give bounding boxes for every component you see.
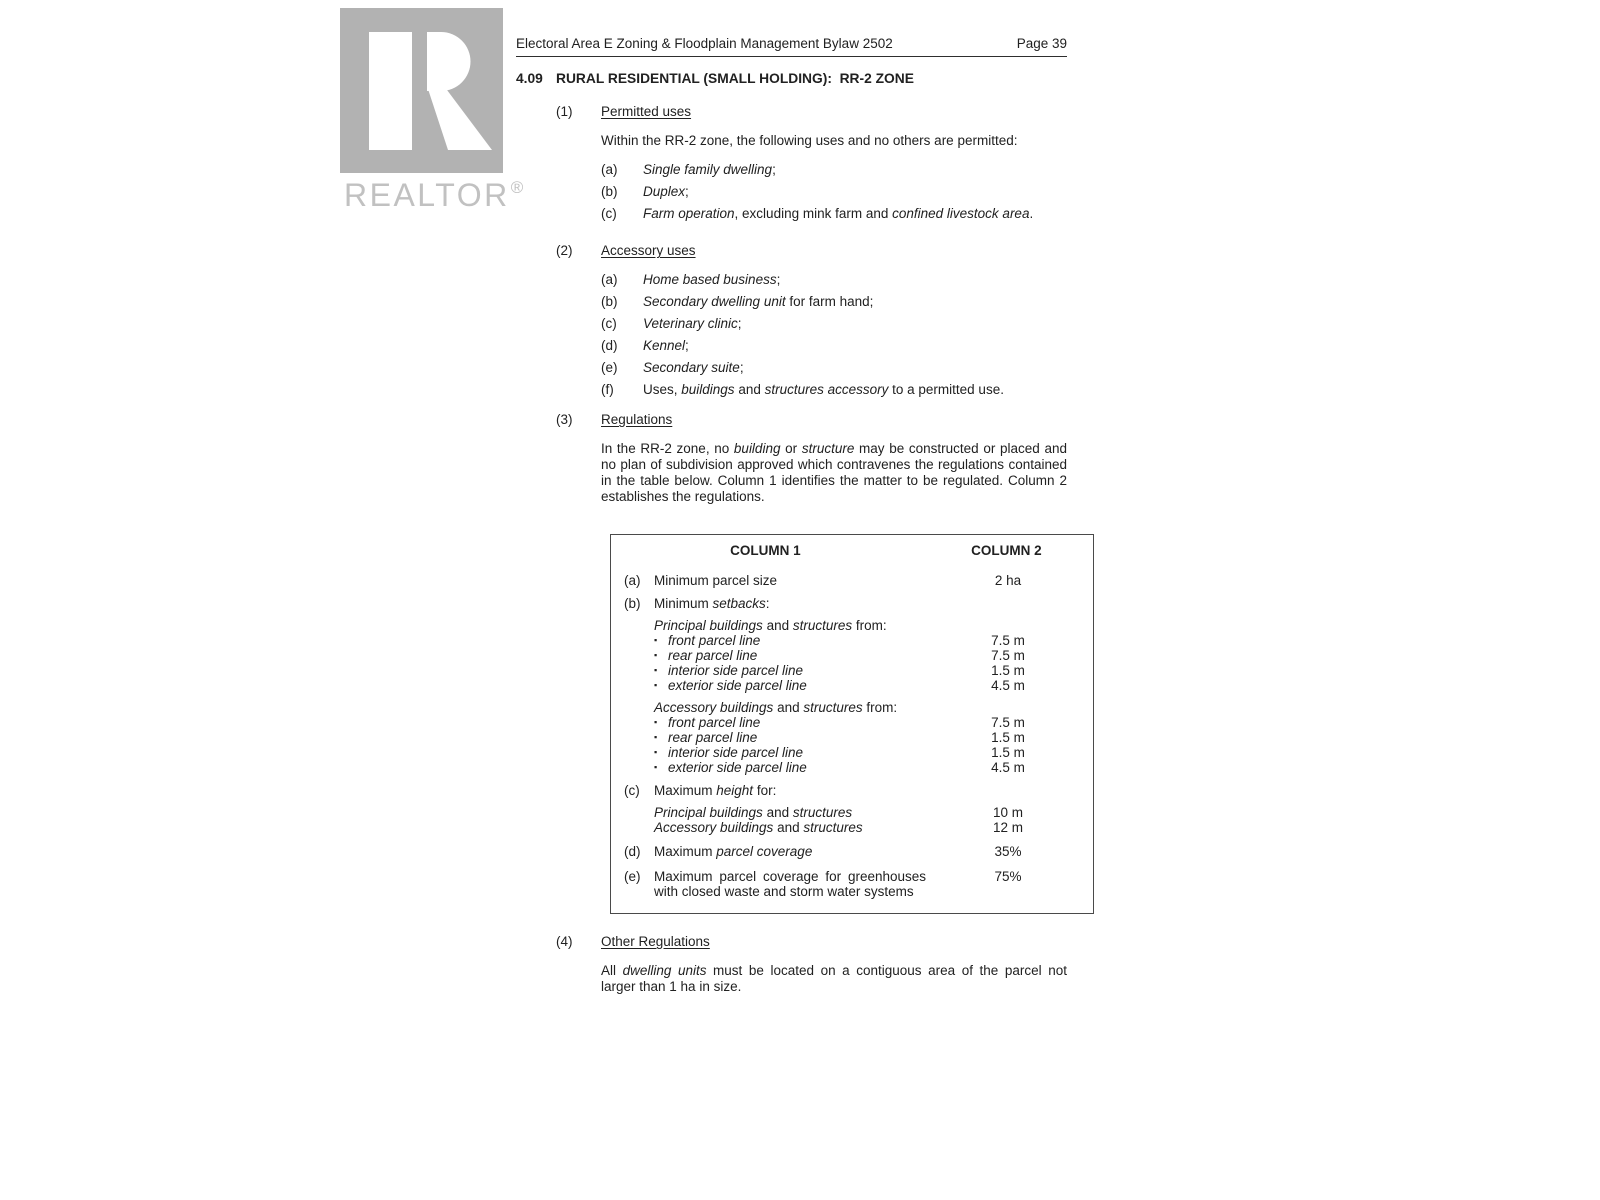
height-row xyxy=(654,805,1093,820)
list-item-text: Home based business; xyxy=(643,272,781,287)
setback-text: rear parcel line xyxy=(668,648,758,663)
permitted-uses-heading: Permitted uses xyxy=(601,104,692,119)
permitted-uses-body xyxy=(601,133,1067,222)
registered-trademark-icon: ® xyxy=(510,178,524,197)
list-item-text: Kennel; xyxy=(643,338,689,353)
list-item-text: Farm operation, excluding mink farm and confined livestock area. xyxy=(643,206,1034,221)
table-row-label: (e) xyxy=(624,869,641,884)
clause-number: (1) xyxy=(556,104,573,119)
other-regulations-paragraph: All dwelling units must be located on a contiguous area of the parcel not larger than 1 ha in size. xyxy=(601,963,1068,994)
table-row-text: Minimum setbacks: xyxy=(654,596,770,611)
clause-3-row xyxy=(516,412,1067,428)
setback-row xyxy=(654,633,1093,648)
section-title: RURAL RESIDENTIAL (SMALL HOLDING): RR-2 ZONE xyxy=(556,71,914,86)
bullet-icon: ▪ xyxy=(654,665,658,675)
realtor-wordmark: REALTOR xyxy=(344,177,510,213)
regulations-heading: Regulations xyxy=(601,412,673,427)
regulations-table xyxy=(610,534,1094,914)
setback-text: exterior side parcel line xyxy=(668,678,807,693)
table-row-c xyxy=(611,783,1093,798)
setback-row xyxy=(654,745,1093,760)
bullet-icon: ▪ xyxy=(654,747,658,757)
column2-header: COLUMN 2 xyxy=(971,543,1042,558)
list-item-text: Veterinary clinic; xyxy=(643,316,742,331)
bullet-icon: ▪ xyxy=(654,650,658,660)
setback-text: front parcel line xyxy=(668,715,761,730)
table-row-label: (d) xyxy=(624,844,641,859)
setback-text: rear parcel line xyxy=(668,730,758,745)
setback-value: 4.5 m xyxy=(991,678,1025,693)
table-row-label: (c) xyxy=(624,783,640,798)
list-item xyxy=(601,206,1067,222)
setback-value: 1.5 m xyxy=(991,730,1025,745)
setback-value: 7.5 m xyxy=(991,633,1025,648)
table-row-value: 2 ha xyxy=(994,573,1022,588)
setback-row xyxy=(654,730,1093,745)
list-item-label: (e) xyxy=(601,360,618,375)
setback-text: interior side parcel line xyxy=(668,745,804,760)
list-item xyxy=(601,382,1067,398)
table-row-label: (b) xyxy=(624,596,641,611)
realtor-wordmark-row xyxy=(344,177,540,214)
list-item-text: Uses, buildings and structures accessory to a permitted use. xyxy=(643,382,1004,397)
setback-text: front parcel line xyxy=(668,633,761,648)
list-item xyxy=(601,162,1067,178)
setback-row xyxy=(654,715,1093,730)
height-value: 12 m xyxy=(992,820,1023,835)
column1-header: COLUMN 1 xyxy=(730,543,801,558)
table-row-text: Maximum parcel coverage xyxy=(654,844,813,859)
accessory-setbacks-group xyxy=(654,700,1093,775)
clause-number: (2) xyxy=(556,243,573,258)
list-item-text: Duplex; xyxy=(643,184,689,199)
list-item-text: Secondary suite; xyxy=(643,360,744,375)
height-text: Principal buildings and structures xyxy=(654,805,853,820)
setback-text: exterior side parcel line xyxy=(668,760,807,775)
table-row-a xyxy=(611,573,1093,588)
principal-setbacks-intro: Principal buildings and structures from: xyxy=(654,618,887,633)
clause-number: (4) xyxy=(556,934,573,949)
list-item xyxy=(601,316,1067,332)
table-row-b xyxy=(611,596,1093,611)
list-item-text: Single family dwelling; xyxy=(643,162,776,177)
table-header-row xyxy=(611,543,1093,558)
table-row-value: 35% xyxy=(994,844,1022,859)
list-item xyxy=(601,338,1067,354)
bullet-icon: ▪ xyxy=(654,717,658,727)
clause-1-row xyxy=(516,104,1067,120)
list-item xyxy=(601,184,1067,200)
list-item-label: (b) xyxy=(601,294,618,309)
regulations-body xyxy=(601,441,1067,505)
list-item-text: Secondary dwelling unit for farm hand; xyxy=(643,294,874,309)
table-row-text: Minimum parcel size xyxy=(654,573,778,588)
height-value: 10 m xyxy=(992,805,1023,820)
list-item-label: (c) xyxy=(601,316,617,331)
list-item xyxy=(601,272,1067,288)
height-text: Accessory buildings and structures xyxy=(654,820,863,835)
table-row-d xyxy=(611,844,1093,859)
bullet-icon: ▪ xyxy=(654,635,658,645)
table-row-text: Maximum parcel coverage for greenhouses with closed waste and storm water systems xyxy=(654,869,926,899)
bullet-icon: ▪ xyxy=(654,680,658,690)
list-item-label: (a) xyxy=(601,272,618,287)
height-group xyxy=(654,805,1093,835)
table-row-label: (a) xyxy=(624,573,641,588)
accessory-uses-heading: Accessory uses xyxy=(601,243,696,258)
list-item xyxy=(601,294,1067,310)
accessory-setbacks-intro: Accessory buildings and structures from: xyxy=(654,700,898,715)
list-item-label: (b) xyxy=(601,184,618,199)
list-item-label: (c) xyxy=(601,206,617,221)
section-title-row xyxy=(516,71,1067,87)
setback-row xyxy=(654,648,1093,663)
bullet-icon: ▪ xyxy=(654,762,658,772)
setback-value: 1.5 m xyxy=(991,663,1025,678)
table-row-e xyxy=(611,869,1093,899)
setback-value: 7.5 m xyxy=(991,648,1025,663)
setback-text: interior side parcel line xyxy=(668,663,804,678)
table-row-value: 75% xyxy=(994,869,1022,884)
realtor-logo-icon xyxy=(340,8,503,173)
list-item-label: (a) xyxy=(601,162,618,177)
list-item xyxy=(601,360,1067,376)
principal-setbacks-group xyxy=(654,618,1093,693)
document-content xyxy=(516,36,1067,995)
height-row xyxy=(654,820,1093,835)
setback-row xyxy=(654,663,1093,678)
permitted-uses-intro: Within the RR-2 zone, the following uses and no others are permitted: xyxy=(601,133,1018,148)
table-row-text: Maximum height for: xyxy=(654,783,777,798)
clause-2-row xyxy=(516,243,1067,259)
setback-value: 7.5 m xyxy=(991,715,1025,730)
clause-4-row xyxy=(516,934,1067,950)
list-item-label: (f) xyxy=(601,382,614,397)
clause-number: (3) xyxy=(556,412,573,427)
setback-row xyxy=(654,760,1093,775)
setback-value: 4.5 m xyxy=(991,760,1025,775)
other-regulations-body xyxy=(601,963,1067,995)
bullet-icon: ▪ xyxy=(654,732,658,742)
list-item-label: (d) xyxy=(601,338,618,353)
realtor-watermark xyxy=(340,8,540,214)
page-number: Page 39 xyxy=(1016,36,1067,51)
accessory-uses-body xyxy=(601,272,1067,398)
setback-row xyxy=(654,678,1093,693)
page-header xyxy=(516,36,1067,57)
regulations-paragraph: In the RR-2 zone, no building or structure may be constructed or placed and no plan of subdivision approved which contravenes the regulations contained in the table below. Column 1 identifies the matter to be regulated. Column 2 establishes the regulations. xyxy=(601,441,1067,504)
other-regulations-heading: Other Regulations xyxy=(601,934,710,949)
bylaw-title: Electoral Area E Zoning & Floodplain Management Bylaw 2502 xyxy=(516,36,893,51)
setback-value: 1.5 m xyxy=(991,745,1025,760)
section-number: 4.09 xyxy=(516,71,543,86)
